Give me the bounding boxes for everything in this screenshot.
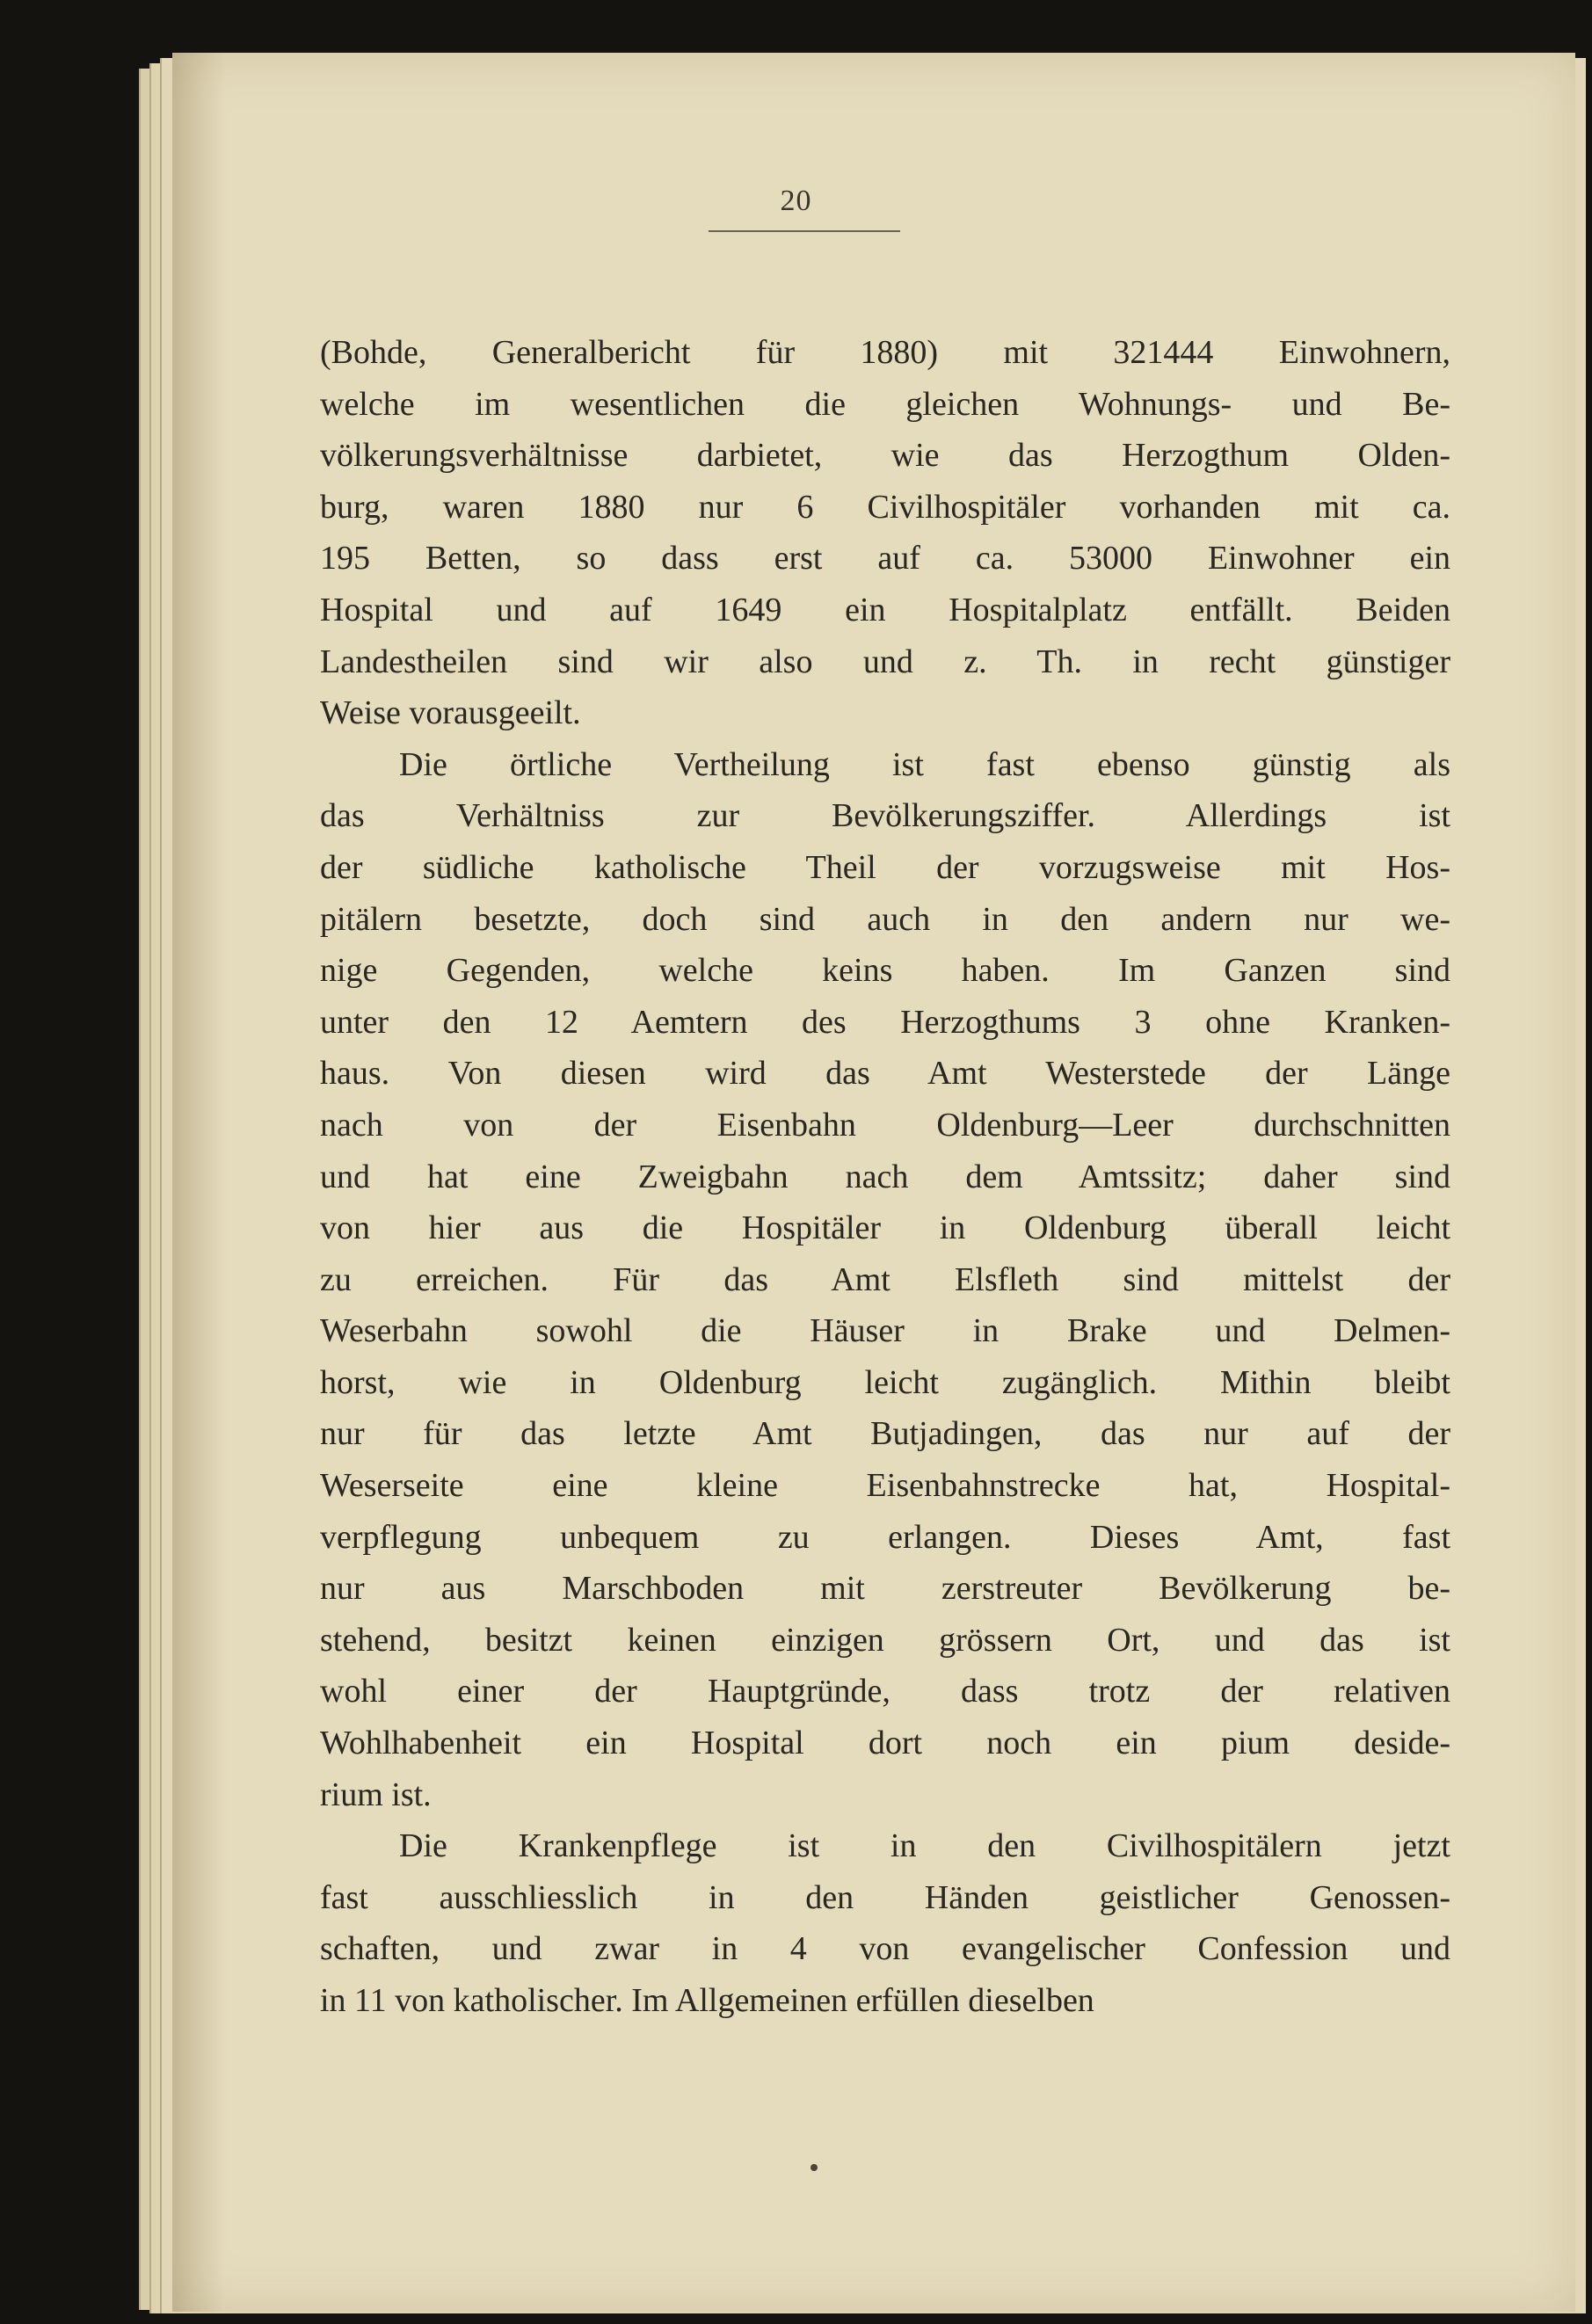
text-line: burg, waren 1880 nur 6 Civilhospitäler vorhanden mit ca.	[320, 488, 1450, 526]
text-line-box	[320, 687, 1450, 739]
text-line: und hat eine Zweigbahn nach dem Amtssitz; daher sind	[320, 1158, 1450, 1195]
text-line-box	[320, 1202, 1450, 1254]
text-line: wohl einer der Hauptgründe, dass trotz der relativen	[320, 1673, 1450, 1710]
text-line: unter den 12 Aemtern des Herzogthums 3 ohne Kranken-	[320, 1003, 1450, 1041]
paragraph	[320, 1820, 1450, 2026]
text-line: fast ausschliesslich in den Händen geistlicher Genossen-	[320, 1878, 1450, 1916]
text-line-box	[320, 1357, 1450, 1409]
paragraph	[320, 739, 1450, 1820]
text-line-box	[320, 1460, 1450, 1512]
text-line-box	[320, 739, 1450, 791]
text-line-box	[320, 430, 1450, 482]
text-line-box	[320, 894, 1450, 946]
text-line-box	[320, 1305, 1450, 1357]
text-line: völkerungsverhältnisse darbietet, wie das Herzogthum Olden-	[320, 437, 1450, 475]
text-line: Weserseite eine kleine Eisenbahnstrecke hat, Hospital-	[320, 1467, 1450, 1505]
text-line: rium ist.	[320, 1776, 432, 1813]
body-text	[320, 327, 1450, 2027]
text-line: verpflegung unbequem zu erlangen. Dieses Amt, fast	[320, 1518, 1450, 1556]
page-number: 20	[780, 185, 812, 217]
text-line-box	[320, 1872, 1450, 1924]
text-line-box	[320, 1254, 1450, 1306]
text-line-box	[320, 842, 1450, 894]
text-line: 195 Betten, so dass erst auf ca. 53000 Einwohner ein	[320, 540, 1450, 577]
text-line: Weserbahn sowohl die Häuser in Brake und Delmen-	[320, 1312, 1450, 1350]
text-line: (Bohde, Generalbericht für 1880) mit 321444 Einwohnern,	[320, 334, 1450, 371]
text-line: Hospital und auf 1649 ein Hospitalplatz entfällt. Beiden	[320, 591, 1450, 628]
text-line: von hier aus die Hospitäler in Oldenburg überall leicht	[320, 1209, 1450, 1247]
text-line: nige Gegenden, welche keins haben. Im Ganzen sind	[320, 952, 1450, 990]
text-line-box	[320, 1769, 1450, 1821]
text-line: haus. Von diesen wird das Amt Westerstede der Länge	[320, 1055, 1450, 1093]
text-line: horst, wie in Oldenburg leicht zugänglich. Mithin bleibt	[320, 1363, 1450, 1401]
header-rule	[709, 230, 900, 232]
text-line-box	[320, 1975, 1450, 2027]
text-line-box	[320, 1563, 1450, 1615]
text-line-box	[320, 379, 1450, 431]
text-line: das Verhältniss zur Bevölkerungsziffer. Allerdings ist	[320, 797, 1450, 835]
text-line-box	[320, 636, 1450, 688]
text-line-box	[320, 1512, 1450, 1564]
text-line-box	[320, 997, 1450, 1049]
text-line: nach von der Eisenbahn Oldenburg—Leer durchschnitten	[320, 1106, 1450, 1144]
text-line-box	[320, 790, 1450, 842]
text-line-box	[320, 585, 1450, 636]
text-line-box	[320, 533, 1450, 585]
text-line: stehend, besitzt keinen einzigen grössern Ort, und das ist	[320, 1621, 1450, 1659]
paragraph	[320, 327, 1450, 739]
text-line-box	[320, 1151, 1450, 1203]
text-line-box	[320, 1666, 1450, 1718]
ink-speck	[811, 2164, 818, 2171]
text-line: zu erreichen. Für das Amt Elsfleth sind mittelst der	[320, 1260, 1450, 1298]
text-line-box	[320, 1923, 1450, 1975]
text-line: Weise vorausgeeilt.	[320, 694, 581, 732]
text-line-box	[320, 327, 1450, 379]
text-line-box	[320, 945, 1450, 997]
gutter-shadow	[172, 53, 225, 2312]
text-line-box	[320, 1100, 1450, 1151]
text-line: Wohlhabenheit ein Hospital dort noch ein pium deside-	[320, 1725, 1450, 1762]
text-line: welche im wesentlichen die gleichen Wohnungs- und Be-	[320, 385, 1450, 423]
text-line: der südliche katholische Theil der vorzugsweise mit Hos-	[320, 848, 1450, 886]
text-line-box	[320, 1615, 1450, 1667]
text-line: Landestheilen sind wir also und z. Th. in recht günstiger	[320, 643, 1450, 680]
text-line: in 11 von katholischer. Im Allgemeinen erfüllen dieselben	[320, 1982, 1094, 2019]
text-line: pitälern besetzte, doch sind auch in den andern nur we-	[320, 900, 1450, 938]
text-line-box	[320, 482, 1450, 534]
text-line-box	[320, 1048, 1450, 1100]
text-line-box	[320, 1718, 1450, 1769]
text-line: nur aus Marschboden mit zerstreuter Bevölkerung be-	[320, 1570, 1450, 1608]
text-line: Die Krankenpflege ist in den Civilhospitälern jetzt	[399, 1827, 1450, 1865]
text-line: schaften, und zwar in 4 von evangelischer Confession und	[320, 1930, 1450, 1968]
text-line-box	[320, 1408, 1450, 1460]
text-line-box	[320, 1820, 1450, 1872]
text-line: Die örtliche Vertheilung ist fast ebenso günstig als	[399, 745, 1450, 783]
text-line: nur für das letzte Amt Butjadingen, das nur auf der	[320, 1415, 1450, 1453]
